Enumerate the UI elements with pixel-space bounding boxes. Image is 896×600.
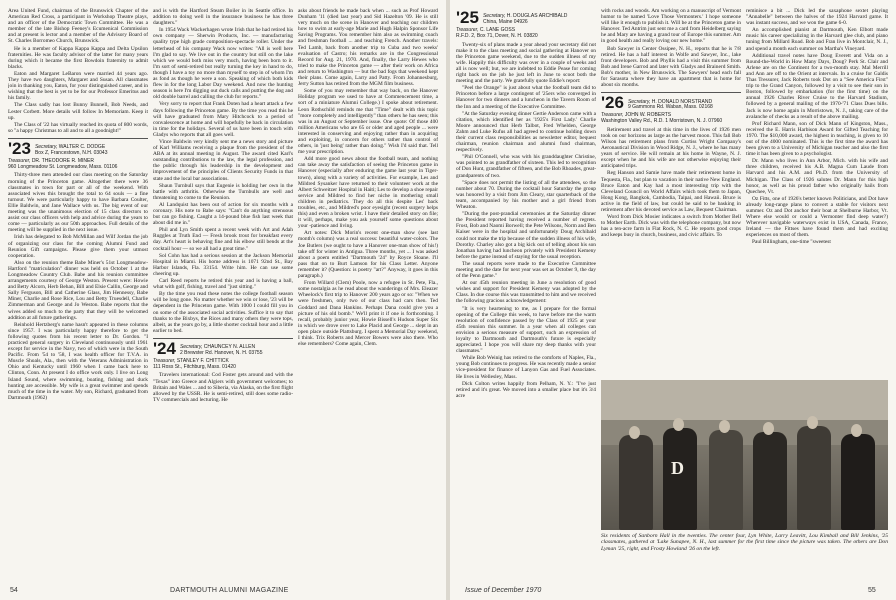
class-year: '26 <box>601 93 624 113</box>
paragraph: Twenty-six of plans made a year ahead your secretary did not make it to the class meeting and social gathering at Hanover on the Princeton game weekend, due to the sudden illness of my wife. Happily this difficulty was over in a couple of weeks and all is now well; but, we are indebted to Eddie Pease for coming right back on the job he just left in June to scoot both the meeting and the party. We gratefully quote Eddie's report: <box>456 41 596 85</box>
left-page <box>0 0 446 600</box>
paragraph: By the time you read these notes the college football season will be long gone. No matter whether we win or lose, '23 will be dependent in the Princeton game. With 1000 I could fill you in on some of the associated social activities. Suffice it to say that thanks to the Bixbys, the Rices and many others they were tops, albeit, as the years go by, a little shorter cocktail hour and a little earlier to bed. <box>153 291 293 334</box>
paragraph: An accomplished pianist at Dartmouth, Ken Elbott made music his career specializing in the Harvard glee club, and piano tuning from Millard Road. Bob and Fran live in Montclair, N. J., and spend a month each summer on Martha's Vineyard. <box>746 27 888 52</box>
paragraph: Area United Fund, chairman of the Brunswick Chapter of the American Red Cross, a participant in Workshop Theatre plays, and an officer of the Democratic Town Committee. He was a member of the late Bishop Feeney's Ecumenical Commission and at present is lector and a member of the Advisory Board of St. Charles Borromeo Church, Brunswick. <box>8 8 148 45</box>
paragraph: with rocks and woods. Am working on a manuscript of Vermont humor to be named 'Love Those Vermonters.' I hope someone will like it enough to publish it. Will be at the Princeton game in Hanover. Ted Antrim just sent me a card from Heidelberg saying he and Mary are having a grand tour of Europe this summer. Am in good health and really loving our new home." <box>601 8 741 45</box>
paragraph: Dr. Mann who lives in Ann Arbor, Mich. with his wife and three children, received his A.B. Magna Cum Laude from Harvard and his A.M. and Ph.D. from the University of Michigan. The Class of 1926 salutes Dr. Mann for this high honor, as well as his proud father who originally hails from Quechee, Vt. <box>746 158 888 195</box>
paragraph: Vince Baldwin very kindly sent me a news story and picture of Karl Williams receiving a plaque from the president of the ABA at its annual meeting in August. The award cited Karl's outstanding contributions to the law, the legal profession, and the public through his leadership in the development and improvement of the principles of Clients Security Funds in that state and the local bar associations. <box>153 138 293 182</box>
paragraph: "It is very heartening to me, as I prepare for the formal opening of the College this week, to have before me the warm resolution of confidence passed by the Class of 1925 at your 45th reunion this summer. In a year when all colleges can envision a serious measure of support, such an expression of loyalty to Dartmouth and Dartmouth's future is especially appreciated. I hope you will share my deep thanks with your classmates." <box>456 305 596 355</box>
paragraph: Irish has delegated to Bob McMillan and Wilf Jordan the job of organizing our class for the coming Alumni Fund and Reunion Gift campaigns. Please give them your utmost cooperation. <box>8 234 148 259</box>
paragraph: Additional travel notes have Doug Everett and Vida on a Round-the-World in How Many Days, Doug? Perk St. Clair and Arlene are on the Continent for a two-month stay. Mal Merrill and Ann are off to the Orient at intervals. In a cruise for Galdis Thas Tressurer, Jack Roberts took Dot on a "See America First" trip to the Grand Canyon, followed by a visit to see their son in Boston, followed by embarkation (for the first time) on the annual 1926 Charles River Cruise to the Harvard Stadium, followed by a general mailing of the 1970-'71 Class Dues bills. Jack is now home again in Morristown, N. J., taking care of the avalanche of checks as a result of the above mailing. <box>746 52 888 120</box>
paragraph: Travelers international: Cod Foster gets around and with the "Texas" into Greece and Algiers with government welcomes; to Britain and Wales ... and to Siberia, via Alaska, on the first flight allowed by the USSR. He is semi-retired, still does some radio-TV commercials and lecturing. He <box>153 372 293 403</box>
paragraph: Word from Dick Mosier indicates a switch from Mother Bell to Mother Earth. Dick was with the telephone company, but now has a ten-acre farm in Flat Rock, N. C. He reports good crops and keeps busy in church, business, and civic affairs. To <box>601 214 741 239</box>
paragraph: "At the Saturday evening dinner Gertie Anderson came with a citation, which identified her as '1925's First Lady.' Charlie Moore announced that Herb Talbot, Fred Whelden, George Zahm and Luke Rufus all had agreed to continue holding down their current class responsibilities as newsletter editor, bequest chairman, reunion chairman and alumni fund chairman, respectively. <box>456 110 596 154</box>
paragraph: Bob Sawyer in Center Ossipee, N. H., reports that he is 7/8 retired. He has a half interest in Wolfe and Sawyer, Inc., lake front developers. Bob and Phyllis had a visit this summer from Bob and Irene Garrod and later with Gladys and Brainerd Smith. Bob's mother, in New Brunswick. The Sawyers' head each fall for Sarasota where they have an apartment that is home for about six months. <box>601 45 741 89</box>
paragraph: Eaton and Margaret LeBaron were married 44 years ago. They have two daughters, Margaret and Susan. All classmates join in thanking you, Eaton, for your distinguished career, and in wishing that the best is yet to be for our Professor Emeritus and his family. <box>8 70 148 102</box>
paragraph: Dick Colton writes happily from Pelham, N. Y.: "I've just retired and it's great. We moved into a smaller place but it's 3/4 acre <box>456 380 596 399</box>
paragraph: From Willard (Clem) Poole, now a refugee in St. Pete, Fla., some nostalgia as he read about the wanderings of Mrs. Eleazer Wheelock's first trip to Hanover 200 years ago or so: "When we were freshmen, only two of our class had cars then. Ted Goddard and Dana Hankins. Perhaps Dana could give you a picture of his old bomb." We'll print it if one is forthcoming. I recall, probably junior year, Howie Bissell's Hudson Super Six in which we drove over to Lake Placid and George ... slept in an open place outside Plattsburg. I spent a Memorial Day weekend, I think. Trix Roberts and Mercer Bowers were also there. Who else remembers? Come again, Clem. <box>298 280 438 348</box>
paragraph: "During the post-prandial ceremonies at the Saturday dinner the President reported having received a number of regrets. Frost, Bob and Naomi Borwell; the Pete Wilsons, Norm and Ben Kaiser were in the hospital and unfortunately Doug Archibald could not make the trip because of the sudden illness of his wife, Dorothy. Charley also got a big kick out of telling about his son Jonathan having had luncheon privately with President Kemeny before the game instead of staying for the usual reception. <box>456 211 596 260</box>
paragraph: "Peel the Orange" is just about what the football team did to Princeton before a large contingent of '25ers who converged in Hanover for two dinners and a luncheon in the Tavern Room of the Inn and a meeting of the Executive Committee. <box>456 85 596 110</box>
paragraph: The usual reports were made to the Executive Committee meeting and the date for next year was set as October 9, the day of the Penn game." <box>456 260 596 280</box>
class-year: '24 <box>153 338 176 358</box>
paragraph: The Class of '22 has virtually reached its quota of 800 words, so "a happy Christmas to all and to all a goodnight!" <box>8 121 148 134</box>
class-1924-header <box>153 338 293 357</box>
page-number-right: 55 <box>868 587 876 594</box>
paragraph: Thirty-three men attended our class meeting on the Saturday morning of the Princeton game. Altogether there were 36 classmates in town for part or all of the weekend. With associated wives this brought the total to 64 souls — a fine turnout. We were particularly happy to have Barbara Coulter, Ellie Baldwin, and Jane Wallace with us. The big event of our meeting was the unanimous election of 15 class directors to assist our class officers with help and advice during the years to come — particularly as our 50th approaches. Full details of the meeting will be supplied in the next issue. <box>8 172 148 234</box>
paragraph: Paul Billingham, one-time "sweetest <box>752 239 831 246</box>
page-number-left: 54 <box>10 587 18 594</box>
class-secretary: Secretary, CHAUNCEY N. ALLEN 2 Brewster Rd. Hanover, N. H. 03755 <box>179 344 263 357</box>
class-secretary: Secretary, H. DOUGLAS ARCHIBALD China, Maine 04926 <box>482 13 568 26</box>
right-page <box>450 0 896 600</box>
paragraph: While Bob Weinig has retired to the comforts of Naples, Fla., young Bob continues to progress. He was recently made a senior vice-president for finance of Lanyon Gas and Fuel Associates. He lives in Wellesley, Mass. <box>456 355 596 380</box>
class-treasurer: Treasurer, STANLEY F. CHITTICK 111 Ross St., Fitchburg, Mass. 01420 <box>153 357 236 370</box>
paragraph: Very sorry to report that Frank Doten had a heart attack a few days following the Princeton game. By the time you read this he will have graduated from Mary Hitchcock to a period of convalescence at home and will hopefully be back in circulation in time for the holidays. Several of us have been in touch with Gladys who reports that all goes well. <box>153 101 293 138</box>
photo-letter: D <box>671 458 684 478</box>
paragraph: He is a member of Kappa Kappa Kappa and Delta Upsilon fraternities. He was faculty advisor of the latter for many years during which it became the first Bowdoin fraternity to admit blacks. <box>8 45 148 70</box>
paragraph: Retirement and travel at this time in the lives of 1926 men took on our horizons as large as the harvest moon. This fall Bob Wilson has retirement plans from Curtiss Wright Company's Aeronautical Division in Wood Ridge, N. J., where he has many years of service. He will remain at his home in Wayne, N. J. except when he and his wife are not otherwise enjoying their anticipated trips. <box>601 126 741 170</box>
issue-label: Issue of December 1970 <box>465 587 542 594</box>
sanborn-hall-photo <box>601 380 888 530</box>
paragraph: Art notes: Dick Morin's recent one-man show (see last month's column) was a real success: beautiful water-colors. The Joe Butlers (we ought to have a Hanover one-man show of his!) take off for winter in Antigua. Three months, yet ... I was asked about a poem entitled "Dartmouth '24" by Royce Sloane. I'll pass that on to Burt Lamson for his Class Letter. Anyone remember it? (Question: is poetry "art?" Anyway, it goes in this paragraph.) <box>298 230 438 280</box>
class-treasurer: Treasurer, JOHN W. ROBERTS Washington Valley Rd., R.D. 1 Morristown, N. J. 07960 <box>601 112 723 125</box>
class-1926-header <box>601 92 741 111</box>
paragraph: Shaun Turnbull says that Eugenie is holding her own in the battle with arthritis. Otherwise the Turnbulls are well and threatening to come to the Reunion. <box>153 182 293 201</box>
photo-caption: Six residents of Sanborn Hall in the twenties. The center four, Lyn White, Larry Leavitt, Lou Kimball and Bill Jenkins, '25 classmates, gathered at 'Lake Sunapee, N. H., last summer for the first time since the picture was taken. The others are Don Lyman '25, right, and Frosty Howland '26 on the left. <box>601 533 888 552</box>
paragraph: Carl Reed reports he retired this year and is having a ball, what with golf, fishing, travel and "just sitting." <box>153 278 293 291</box>
paragraph: "Space does not permit the listing of all the attendees, so the number about 70. During the cocktail hour Saturday the group was honored by a visit from Jim Cleary, star quarterback of the team, accompanied by his mother and a girl friend from Wheaton. <box>456 179 596 211</box>
paragraph: Add more good news about the football team, and nothing can take away the satisfaction of seeing the Princeton game in Hanover (especially after enduring the game last year in Tiger-town), along with a variety of activities. For example, Les and Mildred Sysanker have returned to their volunteer work at the Albert Schweitzer Hospital in Haiti; Les to develop a shoe repair service and Mildred to find her niche in mothering small children in pediatrics. They do all this despite Les' back troubles, etc., and Mildred's poor eyesight (recent surgery helps this) and even a broken wrist. I have their detailed story on file; it will, perhaps, make you ask yourself some questions about your -patience and living. <box>298 156 438 230</box>
paragraph: Sol Cohn has had a serious session at the Jackson Memorial Hospital in Miami. His home address is 1071 92nd St., Bay Harbor Islands, Fla. 33154. Write him. He can use some cheering up. <box>153 252 293 277</box>
paragraph: "Phil O'Connell, who was with his granddaughter Christine, was pointed to as grandfather of sixteen. This led to recognition of Don Hunt, grandfather of fifteen, and the Bob Rhoades, great-grandparents of two. <box>456 154 596 179</box>
paragraph: At our 45th reunion meeting in June a resolution of good wishes and support for President Kemeny was adopted by the Class. In due course this was transmitted to him and we received the following gracious acknowledgement: <box>456 280 596 305</box>
class-secretary: Secretary, H. DONALD NORSTRAND 9 Gammons Rd. Waban, Mass. 02168 <box>627 98 713 111</box>
paragraph: Al Landquist has been out of action for six months with a coronary. His note to Babe says: "Can't do anything strenuous but can go fishing. Caught a 14-pound blue fish last week that about did me in." <box>153 201 293 227</box>
paragraph: In 1954 Wack Wackerhagen wrote Irish that he had retired his own company — Sherwin Products, Inc. — manufacturing quality type high grade composition-spectacle roller. Under the letterhead of his company Wack now writes: "All is well here I'm glad to say. We live out in the country but still on the lake which we would both miss very much, having been born to it. I'm sort of semi-retired but really turning the key in hand to do, though I have a toy no more than myself to step in of whom I'm as fond as though he were a son. Speaking of which both kids flew in for the long Labor Day weekend. And now the hunting season is here I'm digging out duck calls and putting the dog and old double barrel and calling the club for reports." <box>153 27 293 101</box>
magazine-title: DARTMOUTH ALUMNI MAGAZINE <box>170 587 289 594</box>
photo-block <box>601 380 888 568</box>
right-column-1 <box>456 8 596 573</box>
class-treasurer: Treasurer, C. LANE GOSS R.F.D. 2, Box 71, Dover, N. H. 03820 <box>456 27 538 39</box>
paragraph: Also on the reunion theme Babe Miner's 51st Longmeadow-Hartford "matriculation" dinner was held on October 1 at the Longmeadow Country Club. Babe and his reunion committee arrangements courtesy of George Weston. Present were: Howie and Betty Alcorn, Herb Behan, Bill and Elsie Callin, George and Sally Ferguson, Bill and Catherine Glass, Jim Hennessy, Babe Miner, Charlie and Rose Rice, Lou and Betty Truesdell, Charlie Zimmerman and George and Jo Weston. Babe reports that the wives added so much to the party that they will be welcomed addition at all future gatherings. <box>8 259 148 321</box>
paragraph: reminisce a bit ... Dick led the saxaphone sextet playing "Annabelle" between the halves of the 1924 Harvard game. It was instant success, and we won the game 6-0. <box>746 8 888 27</box>
paragraph: Prof Richard Mann, son of Dick Mann of Kingston, Mass., received the E. Harris Harbison Award for Gifted Teaching for 1970. The $10,000 award, the highest in teaching, is given to 10 out of the 4000 nominated. This is the first time the award has been given to a University of Michigan teacher and also the first time it has been given to a psychologist. <box>746 120 888 158</box>
class-year: '25 <box>456 8 479 27</box>
left-column-3 <box>298 8 438 573</box>
class-year: '23 <box>8 138 31 158</box>
class-1925-header <box>456 8 596 26</box>
left-column-2 <box>153 8 293 573</box>
paragraph: asks about friends he made back when ... such as Prof Howard Dunham '11 (died last year) and Sid Hazelton '09. He is still very much on the scene in Hanover and teaching our children how to swim at early-age Marie and Hugh Halpin Sponsor Life Saving Programs. You remember him also as swimming coach and freshman football ... and teaching French. Another travels: Ted Lamb, back from another trip to Cuba and two weeks' evaluation of Castro; his remarks are in the Congressional Record for Aug. 21, 1970. And, finally, the Larry Hewes who tried to make the Princeton game — after their work on Africa and return to Washington — but the bad fogs that weekend kept their plans. Come again, Larry and Patty. From Johannesburg, Jerry Sutton has retired from the MGM film business. <box>298 8 438 88</box>
paragraph: Reinhold Hertzberg's name hasn't appeared in these columns since 1957. I was particularly happy therefore to get the following quotes from his recent letter to Dr. Gordon. "I practiced general surgery in Cleveland continuously until 1961 except for service in the Navy, two of which were in the South Pacific. From '54 to '58, I was health officer for T.V.A. in Muscle Shoals, Ala., then with the Veterans Administration in Ohio and Kentucky until 1960 when I came back here to Clinton, Conn. At present I do office work only. I live on Long Island Sound, where swimming, boating, fishing and duck hunting are accessible. My wife is a great swimmer and spends much of the time in the water. My son, Richard, graduated from Dartmouth (1962) <box>8 321 148 401</box>
paragraph: Oz Fitts, one of 1926's better known Politicians, and Dot have already long-range plans to convert a stable for visitors next summer. Oz and Dot anchor their boat at Shelburne Harbor, Vt. Where else would or could a Vermonter find deep water?) Wherever navigable waterways exist in USA, Canada, France, Ireland — the Fittses have found them and had exciting experiences on most of them. <box>746 195 888 239</box>
left-column-1 <box>8 8 148 573</box>
paragraph: Phil and Lyn Smith spent a recent week with Art and Adah Ruggles at Truth End — Fresh brook trout for breakfast every day. Art's heart is behaving fine and his elbow still bends at the cocktail hour — so we all had a great time." <box>153 227 293 252</box>
paragraph: Reg Hanson and Samie have made their retirement home in Tequesta, Fla., but plan to vacation in their native New England. Bruce Eaton and Kay had a most interesting trip with the Cleveland Council on World Affairs which took them to Japan, Hong Kong, Bangkok, Cambodia, Taipai, and Hawaii. Bruce is active in the field of law, but could be said to be basking in retirement after his devoted service as Law, Bequest Chairman. <box>601 170 741 214</box>
paragraph: Some of you may remember that way back, on the Hanover Holiday program we used to have at Commencement time, a sort of a miniature Alumni College.) I spoke about retirement. Leon Rothschild reminds me that "Time" dealt with this topic "more completely and intelligently" than others he has seen; this was in an August or September issue. One quote: Of those 400 million Americans who are 65 or older and aged people ... were interested in conserving and enjoying rather than in acquiring and exploiting, in concern for others rather than control of others, in 'just being' rather than doing." Wish I'd said that. Tell me your prescription. <box>298 88 438 156</box>
class-1923-header <box>8 138 148 157</box>
paragraph: and is with the Hartford Steam Boiler in its Seattle office. In addition to doing well in the insurance business he has three daughters." <box>153 8 293 27</box>
paragraph: The Class sadly has lost Bunny Bunnell, Bob Needs, and Lester Corbett. More details will follow In Memoriam. Keep it up. <box>8 102 148 121</box>
class-treasurer: Treasurer, DR. THEODORE R. MINER 960 Longmeadow St. Longmeadow, Mass. 01106 <box>8 157 118 170</box>
class-secretary: Secretary, WALTER C. DODGE Box Z, Francestown, N.H. 03043 <box>34 144 108 157</box>
